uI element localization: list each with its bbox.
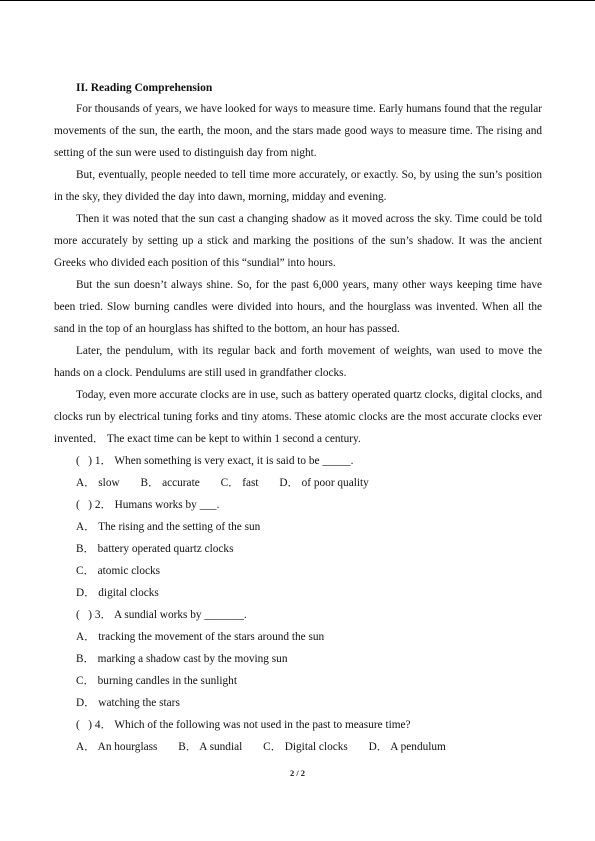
document-body (54, 78, 542, 758)
option-b: B． marking a shadow cast by the moving sun (76, 653, 288, 665)
passage-paragraph: Later, the pendulum, with its regular back and forth movement of weights, wan used to move the hands on a clock. Pendulums are still used in grandfather clocks. (54, 345, 542, 379)
option-d: D． digital clocks (76, 587, 159, 599)
option-c: C． Digital clocks (263, 741, 348, 753)
passage-paragraph: Then it was noted that the sun cast a changing shadow as it moved across the sky. Time could be told more accurately by setting up a stick and marking the positions of the sun’s shadow. It was the ancient Greeks who divided each position of this “sundial” into hours. (54, 213, 542, 269)
option-a: A． tracking the movement of the stars around the sun (76, 631, 325, 643)
option-c: C． fast (220, 477, 259, 489)
option-d: D． of poor quality (279, 477, 369, 489)
option-b: B． accurate (140, 477, 200, 489)
passage-paragraph: For thousands of years, we have looked for ways to measure time. Early humans found that the regular movements of the sun, the earth, the moon, and the stars made good ways to measure time. The rising and setting of the sun were used to distinguish day from night. (54, 103, 542, 159)
option-a: A． The rising and the setting of the sun (76, 521, 261, 533)
option-a: A． slow (76, 477, 120, 489)
page-number: 2 / 2 (289, 768, 306, 778)
question-stem: ( ) 4． Which of the following was not used in the past to measure time? (76, 719, 411, 731)
question-stem: ( ) 2． Humans works by ___. (76, 499, 220, 511)
page-top-border (0, 0, 595, 1)
question-stem: ( ) 1． When something is very exact, it is said to be _____. (76, 455, 354, 467)
option-b: B． battery operated quartz clocks (76, 543, 234, 555)
question-stem: ( ) 3． A sundial works by _______. (76, 609, 247, 621)
passage-paragraph: But, eventually, people needed to tell time more accurately, or exactly. So, by using the sun’s position in the sky, they divided the day into dawn, morning, midday and evening. (54, 169, 542, 203)
section-heading: II. Reading Comprehension (76, 82, 213, 94)
passage-paragraph: Today, even more accurate clocks are in use, such as battery operated quartz clocks, digital clocks, and clocks run by electrical tuning forks and tiny atoms. These atomic clocks are the most accurate clocks ever invented． The exact time can be kept to within 1 second a century. (54, 389, 542, 445)
question-options-row (54, 472, 542, 494)
option-a: A． An hourglass (76, 741, 158, 753)
option-c: C． burning candles in the sunlight (76, 675, 237, 687)
option-b: B． A sundial (178, 741, 243, 753)
option-d: D． A pendulum (368, 741, 446, 753)
option-d: D． watching the stars (76, 697, 180, 709)
passage-paragraph: But the sun doesn’t always shine. So, for the past 6,000 years, many other ways keeping time have been tried. Slow burning candles were divided into hours, and the hourglass was invented. When all the sand in the top of an hourglass has shifted to the bottom, an hour has passed. (54, 279, 542, 335)
option-c: C． atomic clocks (76, 565, 161, 577)
question-options-row (54, 736, 542, 758)
